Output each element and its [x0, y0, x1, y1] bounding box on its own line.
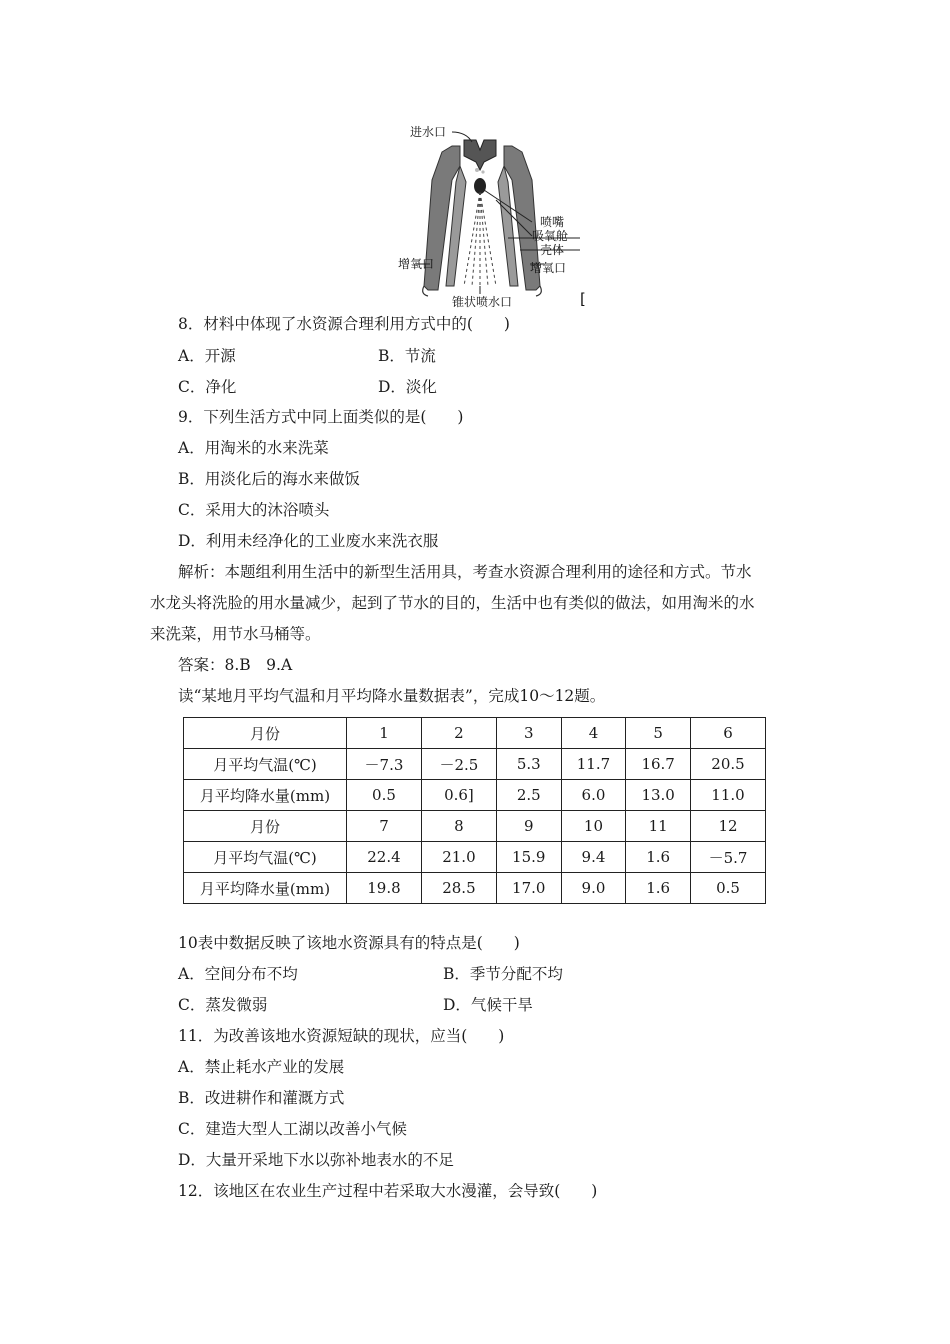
table-cell: 6: [691, 718, 766, 749]
table-cell: 5: [626, 718, 691, 749]
table-cell: 22.4: [347, 842, 422, 873]
q9-option-a: A．用淘米的水来洗菜: [178, 439, 329, 457]
table-row: [184, 749, 766, 780]
table-cell: 9: [496, 811, 561, 842]
table-row-header: 月平均气温(℃): [184, 842, 347, 873]
faucet-diagram: [380, 110, 620, 310]
analysis-line-3: 来洗菜，用节水马桶等。: [150, 625, 321, 643]
table-cell: 21.0: [421, 842, 496, 873]
table-cell: 8: [421, 811, 496, 842]
label-inlet: 进水口: [410, 125, 447, 139]
table-cell: 17.0: [496, 873, 561, 904]
table-row: [184, 811, 766, 842]
label-nozzle: 喷嘴: [540, 215, 565, 229]
table-cell: 0.6]: [421, 780, 496, 811]
table-cell: －2.5: [421, 749, 496, 780]
table-row: [184, 873, 766, 904]
table-cell: 6.0: [561, 780, 626, 811]
table-cell: 9.4: [561, 842, 626, 873]
table-row-header: 月平均气温(℃): [184, 749, 347, 780]
table-cell: －5.7: [691, 842, 766, 873]
label-chamber: 吸氧舱: [532, 229, 569, 243]
q10-option-b: B．季节分配不均: [443, 965, 563, 983]
table-cell: 16.7: [626, 749, 691, 780]
figure-bracket: [: [580, 290, 586, 308]
table-cell: 3: [496, 718, 561, 749]
q10-option-c: C．蒸发微弱: [178, 996, 268, 1014]
q8-stem: 8．材料中体现了水资源合理利用方式中的( ): [178, 315, 510, 333]
table-cell: 20.5: [691, 749, 766, 780]
table-cell: 19.8: [347, 873, 422, 904]
q9-option-d: D．利用未经净化的工业废水来洗衣服: [178, 532, 439, 550]
table-cell: 15.9: [496, 842, 561, 873]
table-cell: 28.5: [421, 873, 496, 904]
table-cell: 7: [347, 811, 422, 842]
table-intro: 读“某地月平均气温和月平均降水量数据表”，完成10～12题。: [178, 687, 606, 705]
table-cell: 5.3: [496, 749, 561, 780]
q8-option-b: B．节流: [378, 347, 436, 365]
q10-stem: 10表中数据反映了该地水资源具有的特点是( ): [178, 934, 520, 952]
table-cell: 2: [421, 718, 496, 749]
q11-option-b: B．改进耕作和灌溉方式: [178, 1089, 345, 1107]
q8-option-c: C．净化: [178, 378, 237, 396]
table-row-header: 月平均降水量(mm): [184, 873, 347, 904]
table-cell: 1.6: [626, 873, 691, 904]
label-shell: 壳体: [540, 243, 565, 257]
q10-option-a: A．空间分布不均: [178, 965, 298, 983]
q11-option-c: C．建造大型人工湖以改善小气候: [178, 1120, 407, 1138]
table-cell: 11: [626, 811, 691, 842]
q12-stem: 12．该地区在农业生产过程中若采取大水漫灌，会导致( ): [178, 1182, 598, 1200]
table-cell: 1.6: [626, 842, 691, 873]
climate-data-table: [183, 717, 766, 904]
table-row: [184, 718, 766, 749]
faucet-diagram-svg: [380, 110, 620, 310]
table-cell: 12: [691, 811, 766, 842]
table-cell: 10: [561, 811, 626, 842]
table-cell: 11.7: [561, 749, 626, 780]
q9-option-c: C．采用大的沐浴喷头: [178, 501, 330, 519]
q11-option-d: D．大量开采地下水以弥补地表水的不足: [178, 1151, 454, 1169]
table-row-header: 月平均降水量(mm): [184, 780, 347, 811]
table-row: [184, 842, 766, 873]
table-cell: －7.3: [347, 749, 422, 780]
table-row: [184, 780, 766, 811]
q8-option-d: D．淡化: [378, 378, 437, 396]
q9-stem: 9．下列生活方式中同上面类似的是( ): [178, 408, 464, 426]
label-oxy-left: 增氧口: [398, 257, 435, 271]
table-cell: 13.0: [626, 780, 691, 811]
table-cell: 2.5: [496, 780, 561, 811]
label-oxy-right: 增氧口: [530, 261, 567, 275]
q11-stem: 11．为改善该地水资源短缺的现状，应当( ): [178, 1027, 505, 1045]
q11-option-a: A．禁止耗水产业的发展: [178, 1058, 345, 1076]
table-cell: 9.0: [561, 873, 626, 904]
analysis-line-1: 解析：本题组利用生活中的新型生活用具，考查水资源合理利用的途径和方式。节水: [178, 563, 752, 581]
table-cell: 0.5: [347, 780, 422, 811]
table-cell: 11.0: [691, 780, 766, 811]
label-outlet: 锥状喷水口: [452, 295, 513, 309]
q10-option-d: D．气候干旱: [443, 996, 533, 1014]
answer: 答案：8.B 9.A: [178, 656, 293, 674]
table-cell: 4: [561, 718, 626, 749]
table-cell: 1: [347, 718, 422, 749]
table-row-header: 月份: [184, 718, 347, 749]
table-row-header: 月份: [184, 811, 347, 842]
table-cell: 0.5: [691, 873, 766, 904]
analysis-line-2: 水龙头将洗脸的用水量减少，起到了节水的目的，生活中也有类似的做法，如用淘米的水: [150, 594, 755, 612]
q9-option-b: B．用淡化后的海水来做饭: [178, 470, 360, 488]
q8-option-a: A．开源: [178, 347, 236, 365]
